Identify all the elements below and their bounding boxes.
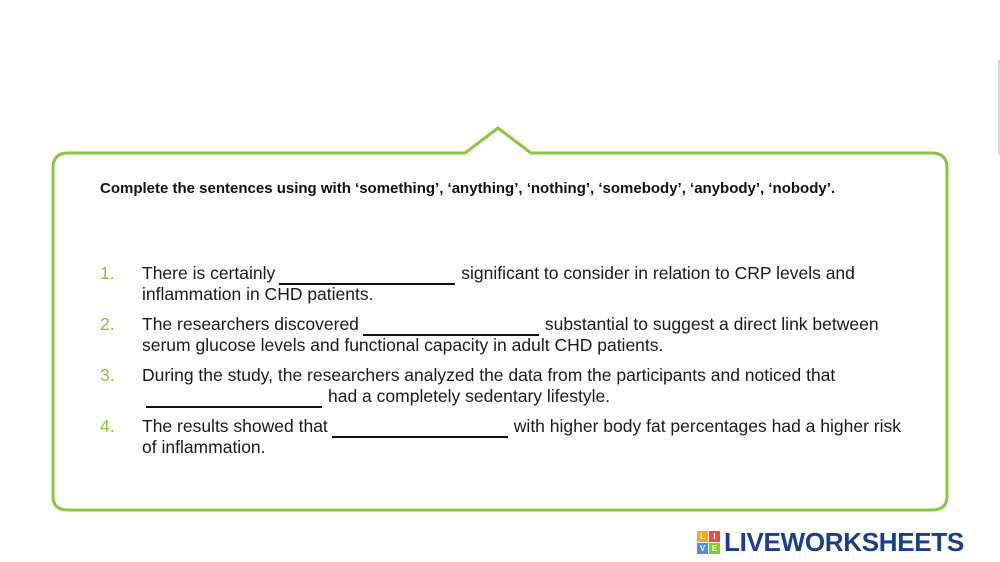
question-text-after: significant to consider in relation to CRP levels and inflammation in CHD patients. (142, 263, 855, 304)
question-text (142, 263, 920, 304)
answer-blank[interactable] (146, 388, 322, 408)
instruction-text: Complete the sentences using with ‘something’, ‘anything’, ‘nothing’, ‘somebody’, ‘anybody’, ‘nobody’. (100, 180, 836, 197)
logo-cube: E (709, 543, 720, 554)
question-text-before: The researchers discovered (142, 314, 359, 334)
logo-cubes-icon (697, 531, 720, 554)
question-item (100, 416, 920, 457)
logo-cube: I (709, 531, 720, 542)
answer-blank[interactable] (363, 316, 539, 336)
question-number: 1. (100, 263, 115, 283)
question-text (142, 365, 920, 406)
question-text (142, 416, 920, 457)
instruction-area (100, 180, 930, 197)
question-number: 2. (100, 314, 115, 334)
question-item (100, 365, 920, 406)
question-text-before: There is certainly (142, 263, 276, 283)
question-text-after: substantial to suggest a direct link between serum glucose levels and functional capacity in adult CHD patients. (142, 314, 879, 355)
question-text-before: The results showed that (142, 416, 328, 436)
question-item (100, 263, 920, 304)
logo-text: LIVEWORKSHEETS (724, 526, 964, 557)
question-text-after: with higher body fat percentages had a higher risk of inflammation. (142, 416, 901, 457)
question-text-after: had a completely sedentary lifestyle. (328, 385, 611, 406)
question-list (100, 263, 920, 467)
logo-cube: V (697, 543, 708, 554)
liveworksheets-logo (697, 528, 964, 556)
question-item (100, 314, 920, 355)
question-text-before: During the study, the researchers analyzed the data from the participants and noticed that (142, 365, 836, 385)
logo-cube: L (697, 531, 708, 542)
answer-blank[interactable] (279, 265, 455, 285)
question-number: 4. (100, 416, 115, 436)
answer-blank[interactable] (332, 418, 508, 438)
question-number: 3. (100, 365, 115, 385)
question-text (142, 314, 920, 355)
